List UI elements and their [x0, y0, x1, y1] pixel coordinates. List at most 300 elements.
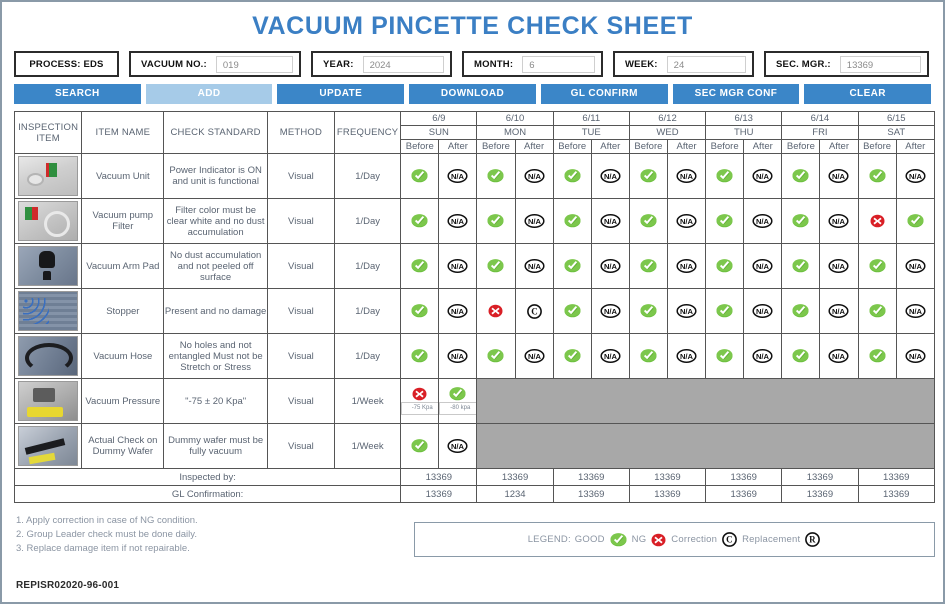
check-cell[interactable] — [401, 379, 439, 424]
day-dow-2: TUE — [553, 126, 629, 140]
check-cell[interactable] — [896, 289, 934, 334]
correction-c-icon — [527, 304, 542, 319]
good-check-icon — [411, 259, 428, 273]
field-vacuum-no[interactable] — [129, 51, 301, 77]
svg-text:N/A: N/A — [451, 262, 465, 272]
check-cell[interactable] — [744, 289, 782, 334]
good-check-icon — [716, 169, 733, 183]
good-check-icon — [564, 214, 581, 228]
svg-text:N/A: N/A — [832, 262, 846, 272]
not-applicable-icon — [524, 214, 545, 228]
check-cell[interactable] — [706, 199, 744, 244]
legend-label: Replacement — [742, 534, 801, 545]
good-check-icon — [640, 214, 657, 228]
ng-cross-icon — [870, 214, 885, 228]
check-cell[interactable] — [858, 244, 896, 289]
check-cell[interactable] — [439, 199, 477, 244]
check-cell[interactable] — [401, 199, 439, 244]
good-check-icon — [487, 169, 504, 183]
summary-value[interactable]: 13369 — [782, 486, 858, 503]
col-after-2: After — [591, 140, 629, 154]
svg-text:N/A: N/A — [603, 307, 617, 317]
vacuum-no-input[interactable]: 019 — [216, 56, 293, 73]
good-check-icon — [640, 259, 657, 273]
good-check-icon — [610, 533, 627, 547]
summary-value[interactable]: 13369 — [553, 486, 629, 503]
check-cell[interactable] — [477, 244, 515, 289]
svg-text:N/A: N/A — [756, 217, 770, 227]
check-cell[interactable] — [401, 289, 439, 334]
good-check-icon — [564, 259, 581, 273]
day-date-5: 6/14 — [782, 112, 858, 126]
good-check-icon — [716, 304, 733, 318]
svg-text:C: C — [530, 306, 538, 317]
check-standard-cell: "-75 ± 20 Kpa" — [164, 379, 267, 424]
not-applicable-icon — [447, 349, 468, 363]
inspection-table — [14, 111, 935, 503]
add-button[interactable]: ADD — [146, 84, 273, 104]
field-week-label: WEEK: — [625, 58, 658, 70]
check-cell[interactable] — [439, 379, 477, 424]
check-cell[interactable] — [553, 334, 591, 379]
not-applicable-icon — [676, 214, 697, 228]
not-applicable-icon — [600, 169, 621, 183]
col-before-6: Before — [858, 140, 896, 154]
not-applicable-icon — [447, 259, 468, 273]
not-applicable-icon — [752, 349, 773, 363]
svg-text:N/A: N/A — [756, 307, 770, 317]
sec-mgr-conf-button[interactable]: SEC MGR CONF — [673, 84, 800, 104]
summary-value[interactable]: 13369 — [401, 469, 477, 486]
check-cell[interactable] — [515, 289, 553, 334]
check-cell[interactable] — [629, 334, 667, 379]
check-cell[interactable] — [820, 154, 858, 199]
check-cell[interactable] — [515, 154, 553, 199]
svg-text:R: R — [809, 534, 817, 545]
not-applicable-icon — [752, 304, 773, 318]
stopper-photo — [18, 291, 78, 331]
item-name-cell: Vacuum Unit — [82, 154, 164, 199]
svg-text:N/A: N/A — [451, 172, 465, 182]
header-field-bar — [2, 47, 943, 77]
check-cell[interactable] — [591, 154, 629, 199]
svg-text:N/A: N/A — [527, 262, 541, 272]
not-applicable-icon — [447, 304, 468, 318]
method-cell: Visual — [267, 379, 334, 424]
check-cell[interactable] — [667, 334, 705, 379]
day-date-6: 6/15 — [858, 112, 934, 126]
good-check-icon — [640, 349, 657, 363]
blocked-cell — [477, 424, 935, 469]
svg-text:N/A: N/A — [832, 352, 846, 362]
not-applicable-icon — [828, 259, 849, 273]
check-cell[interactable] — [629, 154, 667, 199]
svg-text:N/A: N/A — [679, 217, 694, 227]
table-row — [15, 379, 935, 424]
check-cell[interactable] — [553, 154, 591, 199]
table-row — [15, 424, 935, 469]
day-dow-5: FRI — [782, 126, 858, 140]
inspection-item-image-cell — [15, 244, 82, 289]
check-cell[interactable] — [706, 334, 744, 379]
good-check-icon — [792, 259, 809, 273]
check-cell[interactable] — [439, 289, 477, 334]
item-name-cell: Actual Check on Dummy Wafer — [82, 424, 164, 469]
field-process — [14, 51, 119, 77]
week-input[interactable]: 24 — [667, 56, 746, 73]
check-cell[interactable] — [706, 244, 744, 289]
legend-box — [414, 522, 935, 557]
svg-text:N/A: N/A — [527, 352, 541, 362]
check-cell[interactable] — [896, 244, 934, 289]
not-applicable-icon — [600, 304, 621, 318]
check-cell[interactable] — [401, 424, 439, 469]
item-name-cell: Vacuum pump Filter — [82, 199, 164, 244]
summary-value[interactable]: 13369 — [477, 469, 553, 486]
check-cell[interactable] — [515, 244, 553, 289]
replacement-r-icon — [805, 532, 820, 547]
good-check-icon — [449, 387, 466, 401]
search-button[interactable]: SEARCH — [14, 84, 141, 104]
not-applicable-icon — [447, 214, 468, 228]
check-cell[interactable] — [629, 289, 667, 334]
check-cell[interactable] — [667, 199, 705, 244]
field-month[interactable] — [462, 51, 603, 77]
check-cell[interactable] — [553, 244, 591, 289]
check-cell[interactable] — [896, 199, 934, 244]
check-cell[interactable] — [667, 244, 705, 289]
method-cell: Visual — [267, 154, 334, 199]
good-check-icon — [487, 259, 504, 273]
vacuum-pump-filter-photo — [18, 201, 78, 241]
action-button-bar — [2, 77, 943, 111]
svg-text:N/A: N/A — [451, 217, 465, 227]
vacuum-unit-photo — [18, 156, 78, 196]
summary-value[interactable]: 13369 — [401, 486, 477, 503]
good-check-icon — [640, 169, 657, 183]
not-applicable-icon — [447, 169, 468, 183]
day-dow-6: SAT — [858, 126, 934, 140]
check-cell[interactable] — [401, 244, 439, 289]
clear-button[interactable]: CLEAR — [804, 84, 931, 104]
inspection-item-image-cell — [15, 334, 82, 379]
check-cell[interactable] — [667, 289, 705, 334]
field-process-label: PROCESS: EDS — [29, 58, 104, 70]
page-title: VACUUM PINCETTE CHECK SHEET — [252, 12, 693, 40]
good-check-icon — [564, 169, 581, 183]
not-applicable-icon — [600, 349, 621, 363]
check-cell[interactable] — [782, 334, 820, 379]
note-3: 3. Replace damage item if not repairable. — [16, 543, 190, 554]
check-cell[interactable] — [439, 154, 477, 199]
col-frequency: FREQUENCY — [335, 112, 401, 154]
dummy-wafer-check-photo — [18, 426, 78, 466]
not-applicable-icon — [905, 304, 926, 318]
item-name-cell: Vacuum Pressure — [82, 379, 164, 424]
blocked-cell — [477, 379, 935, 424]
day-date-0: 6/9 — [401, 112, 477, 126]
check-cell[interactable] — [782, 154, 820, 199]
check-cell[interactable] — [477, 334, 515, 379]
col-after-1: After — [515, 140, 553, 154]
summary-value[interactable]: 13369 — [706, 486, 782, 503]
check-cell[interactable] — [858, 154, 896, 199]
frequency-cell: 1/Week — [335, 424, 401, 469]
summary-value[interactable]: 13369 — [782, 469, 858, 486]
check-cell[interactable] — [667, 154, 705, 199]
svg-text:N/A: N/A — [603, 217, 617, 227]
table-header — [15, 112, 935, 154]
svg-text:N/A: N/A — [908, 172, 922, 182]
check-cell[interactable] — [858, 199, 896, 244]
col-before-0: Before — [401, 140, 439, 154]
check-cell[interactable] — [515, 334, 553, 379]
check-cell[interactable] — [896, 334, 934, 379]
month-input[interactable]: 6 — [522, 56, 595, 73]
col-before-1: Before — [477, 140, 515, 154]
check-cell[interactable] — [896, 154, 934, 199]
good-check-icon — [716, 214, 733, 228]
svg-text:N/A: N/A — [908, 352, 922, 362]
sec-mgr-input[interactable]: 13369 — [840, 56, 921, 73]
col-inspection-item: INSPECTION ITEM — [15, 112, 82, 154]
day-dow-0: SUN — [401, 126, 477, 140]
svg-text:N/A: N/A — [756, 172, 770, 182]
svg-text:N/A: N/A — [832, 307, 846, 317]
check-standard-cell: No dust accumulation and not peeled off surface — [164, 244, 267, 289]
good-check-icon — [487, 349, 504, 363]
good-check-icon — [411, 439, 428, 453]
not-applicable-icon — [447, 439, 468, 453]
summary-value[interactable]: 13369 — [629, 469, 705, 486]
ng-cross-icon — [412, 387, 427, 401]
measured-value[interactable]: -75 Kpa — [401, 402, 443, 415]
gl-confirm-button[interactable]: GL CONFIRM — [541, 84, 668, 104]
check-cell[interactable] — [591, 289, 629, 334]
check-cell[interactable] — [439, 334, 477, 379]
svg-text:N/A: N/A — [679, 172, 694, 182]
not-applicable-icon — [828, 214, 849, 228]
notes-block — [16, 514, 411, 556]
field-sec-mgr[interactable] — [764, 51, 929, 77]
check-cell[interactable] — [782, 244, 820, 289]
check-cell[interactable] — [591, 199, 629, 244]
check-cell[interactable] — [439, 244, 477, 289]
check-cell[interactable] — [553, 199, 591, 244]
check-cell[interactable] — [706, 289, 744, 334]
svg-text:N/A: N/A — [908, 262, 922, 272]
day-date-3: 6/12 — [629, 112, 705, 126]
not-applicable-icon — [600, 214, 621, 228]
inspection-item-image-cell — [15, 289, 82, 334]
check-cell[interactable] — [477, 154, 515, 199]
legend-content — [528, 532, 822, 547]
not-applicable-icon — [524, 349, 545, 363]
good-check-icon — [411, 169, 428, 183]
update-button[interactable]: UPDATE — [277, 84, 404, 104]
svg-text:N/A: N/A — [451, 352, 465, 362]
inspection-item-image-cell — [15, 424, 82, 469]
summary-row — [15, 469, 935, 486]
field-sec-mgr-label: SEC. MGR.: — [776, 58, 831, 70]
field-vacuum-no-label: VACUUM NO.: — [141, 58, 207, 70]
measured-value[interactable]: -80 kpa — [439, 402, 481, 415]
check-cell[interactable] — [744, 334, 782, 379]
table-row — [15, 199, 935, 244]
summary-value[interactable]: 13369 — [858, 486, 934, 503]
legend-label: NG — [631, 534, 647, 545]
summary-value[interactable]: 13369 — [629, 486, 705, 503]
summary-label: GL Confirmation: — [15, 486, 401, 503]
table-row — [15, 154, 935, 199]
table-row — [15, 334, 935, 379]
good-check-icon — [411, 214, 428, 228]
frequency-cell: 1/Day — [335, 199, 401, 244]
frequency-cell: 1/Day — [335, 334, 401, 379]
good-check-icon — [792, 169, 809, 183]
check-standard-cell: Filter color must be clear white and no dust accumulation — [164, 199, 267, 244]
table-body — [15, 154, 935, 469]
ng-cross-icon — [651, 533, 666, 547]
col-before-2: Before — [553, 140, 591, 154]
not-applicable-icon — [752, 259, 773, 273]
day-date-1: 6/10 — [477, 112, 553, 126]
not-applicable-icon — [828, 304, 849, 318]
check-cell[interactable] — [820, 199, 858, 244]
svg-text:N/A: N/A — [756, 352, 770, 362]
check-cell[interactable] — [553, 289, 591, 334]
not-applicable-icon — [905, 169, 926, 183]
good-check-icon — [716, 259, 733, 273]
method-cell: Visual — [267, 289, 334, 334]
check-cell[interactable] — [820, 334, 858, 379]
method-cell: Visual — [267, 424, 334, 469]
check-cell[interactable] — [820, 244, 858, 289]
check-cell[interactable] — [439, 424, 477, 469]
vacuum-arm-pad-photo — [18, 246, 78, 286]
check-cell[interactable] — [706, 154, 744, 199]
item-name-cell: Vacuum Arm Pad — [82, 244, 164, 289]
vacuum-hose-photo — [18, 336, 78, 376]
inspection-item-image-cell — [15, 199, 82, 244]
col-after-3: After — [667, 140, 705, 154]
check-cell[interactable] — [477, 289, 515, 334]
summary-value[interactable]: 1234 — [477, 486, 553, 503]
frequency-cell: 1/Day — [335, 289, 401, 334]
col-after-0: After — [439, 140, 477, 154]
col-method: METHOD — [267, 112, 334, 154]
svg-text:N/A: N/A — [756, 262, 770, 272]
svg-text:N/A: N/A — [832, 172, 846, 182]
svg-text:N/A: N/A — [527, 217, 541, 227]
check-cell[interactable] — [401, 154, 439, 199]
svg-text:N/A: N/A — [679, 352, 694, 362]
not-applicable-icon — [676, 349, 697, 363]
correction-c-icon — [722, 532, 737, 547]
good-check-icon — [564, 304, 581, 318]
ng-cross-icon — [488, 304, 503, 318]
legend-prefix: LEGEND: — [527, 534, 571, 545]
check-cell[interactable] — [515, 199, 553, 244]
good-check-icon — [564, 349, 581, 363]
svg-text:N/A: N/A — [527, 172, 541, 182]
day-date-2: 6/11 — [553, 112, 629, 126]
check-cell[interactable] — [744, 244, 782, 289]
download-button[interactable]: DOWNLOAD — [409, 84, 536, 104]
good-check-icon — [907, 214, 924, 228]
col-after-5: After — [820, 140, 858, 154]
summary-value[interactable]: 13369 — [858, 469, 934, 486]
svg-text:N/A: N/A — [603, 172, 617, 182]
svg-text:N/A: N/A — [451, 442, 465, 452]
frequency-cell: 1/Day — [335, 154, 401, 199]
day-dow-1: MON — [477, 126, 553, 140]
table-footer — [15, 469, 935, 503]
svg-text:N/A: N/A — [603, 262, 617, 272]
col-before-4: Before — [706, 140, 744, 154]
summary-label: Inspected by: — [15, 469, 401, 486]
method-cell: Visual — [267, 244, 334, 289]
legend-label: Correction — [671, 534, 718, 545]
check-cell[interactable] — [591, 334, 629, 379]
check-standard-cell: Dummy wafer must be fully vacuum — [164, 424, 267, 469]
check-cell[interactable] — [744, 199, 782, 244]
field-week[interactable] — [613, 51, 754, 77]
check-cell[interactable] — [782, 289, 820, 334]
method-cell: Visual — [267, 199, 334, 244]
frequency-cell: 1/Week — [335, 379, 401, 424]
svg-text:N/A: N/A — [908, 307, 922, 317]
svg-text:C: C — [726, 534, 733, 545]
not-applicable-icon — [905, 349, 926, 363]
svg-text:N/A: N/A — [451, 307, 465, 317]
good-check-icon — [869, 304, 886, 318]
check-cell[interactable] — [782, 199, 820, 244]
vacuum-pressure-photo — [18, 381, 78, 421]
check-cell[interactable] — [401, 334, 439, 379]
check-cell[interactable] — [744, 154, 782, 199]
frequency-cell: 1/Day — [335, 244, 401, 289]
field-year[interactable] — [311, 51, 452, 77]
summary-row — [15, 486, 935, 503]
svg-text:N/A: N/A — [603, 352, 617, 362]
good-check-icon — [792, 304, 809, 318]
col-after-4: After — [744, 140, 782, 154]
col-before-3: Before — [629, 140, 667, 154]
document-id: REPISR02020-96-001 — [16, 580, 120, 591]
inspection-item-image-cell — [15, 154, 82, 199]
not-applicable-icon — [676, 304, 697, 318]
not-applicable-icon — [752, 169, 773, 183]
check-cell[interactable] — [629, 244, 667, 289]
check-cell[interactable] — [858, 289, 896, 334]
check-cell[interactable] — [858, 334, 896, 379]
summary-value[interactable]: 13369 — [553, 469, 629, 486]
check-cell[interactable] — [477, 199, 515, 244]
item-name-cell: Stopper — [82, 289, 164, 334]
good-check-icon — [792, 349, 809, 363]
check-cell[interactable] — [820, 289, 858, 334]
check-cell[interactable] — [629, 199, 667, 244]
check-cell[interactable] — [591, 244, 629, 289]
item-name-cell: Vacuum Hose — [82, 334, 164, 379]
col-before-5: Before — [782, 140, 820, 154]
summary-value[interactable]: 13369 — [706, 469, 782, 486]
svg-text:N/A: N/A — [679, 307, 694, 317]
legend-label: GOOD — [574, 534, 605, 545]
good-check-icon — [487, 214, 504, 228]
year-input[interactable]: 2024 — [363, 56, 444, 73]
